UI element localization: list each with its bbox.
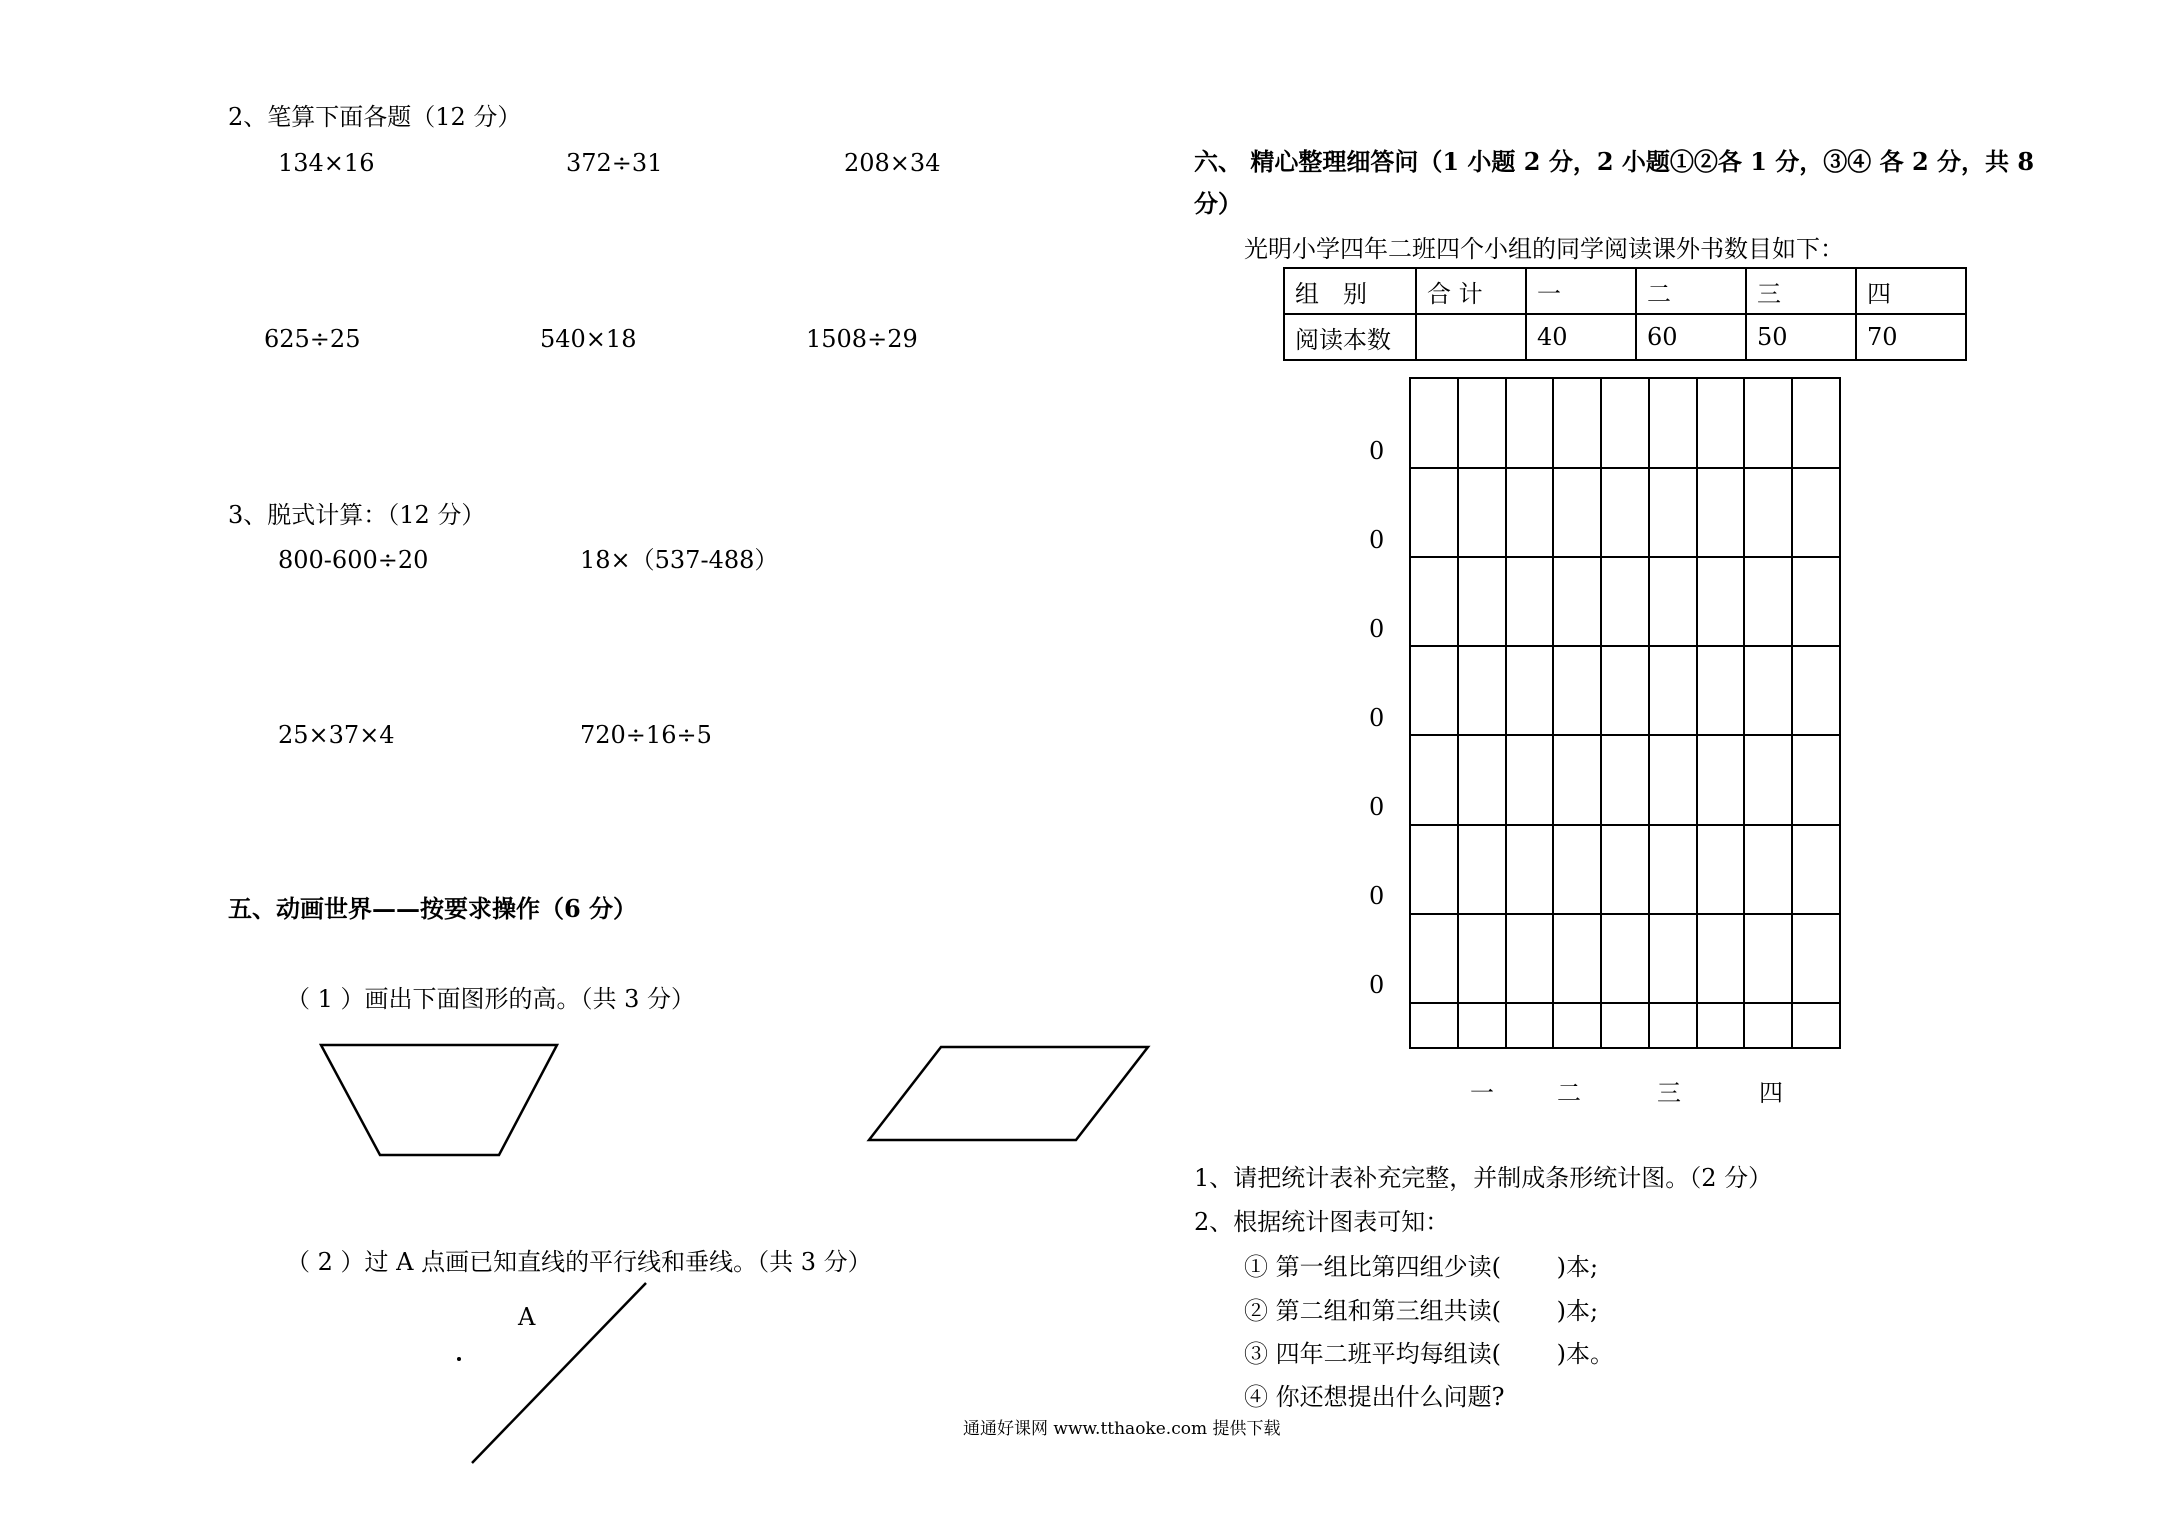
table-cell: 70 (1856, 314, 1966, 360)
point-a-label: A (518, 1303, 536, 1331)
q3-problem-2: 18×（537-488） (580, 546, 779, 574)
footer-text: 通通好课网 www.tthaoke.com 提供下载 (963, 1419, 1281, 1439)
table-cell: 50 (1746, 314, 1856, 360)
q3-problem-3: 25×37×4 (278, 721, 395, 749)
y-axis-label: 0 (1369, 882, 1385, 910)
y-axis-label: 0 (1369, 615, 1385, 643)
section6-sub-2: ② 第二组和第三组共读( )本; (1244, 1297, 1599, 1325)
parallelogram-shape (869, 1047, 1148, 1140)
x-axis-label: 一 (1470, 1079, 1494, 1107)
trapezoid-shape (321, 1045, 557, 1155)
section5-title: 五、动画世界——按要求操作（6 分） (228, 894, 638, 923)
given-line (472, 1283, 646, 1463)
q3-problem-4: 720÷16÷5 (580, 721, 712, 749)
table-cell: 组 别 (1284, 268, 1416, 314)
bar-chart-grid (1410, 378, 1840, 1048)
section6-intro: 光明小学四年二班四个小组的同学阅读课外书数目如下： (1244, 235, 1844, 263)
table-cell: 40 (1526, 314, 1636, 360)
reading-table (1283, 267, 1967, 361)
q2-problem-1: 134×16 (278, 149, 375, 177)
section6-sub-4: ④ 你还想提出什么问题? (1244, 1383, 1505, 1411)
table-cell: 三 (1746, 268, 1856, 314)
section6-q2: 2、根据统计图表可知： (1194, 1208, 1450, 1236)
q2-problem-2: 372÷31 (566, 149, 663, 177)
section6-sub-1: ① 第一组比第四组少读( )本; (1244, 1253, 1599, 1281)
section6-sub-3: ③ 四年二班平均每组读( )本。 (1244, 1340, 1614, 1368)
table-cell: 阅读本数 (1284, 314, 1416, 360)
section6-title-line1: 六、 精心整理细答问（1 小题 2 分，2 小题①②各 1 分，③④ 各 2 分，共 8 (1194, 147, 2035, 176)
q2-problem-6: 1508÷29 (806, 325, 918, 353)
table-row (1284, 314, 1966, 360)
section6-title-line2: 分） (1194, 189, 1242, 218)
table-cell: 合 计 (1416, 268, 1526, 314)
q3-title: 3、脱式计算：（12 分） (228, 501, 486, 529)
x-axis-label: 三 (1657, 1079, 1681, 1107)
section5-part2: （ 2 ）过 A 点画已知直线的平行线和垂线。（共 3 分） (286, 1248, 872, 1276)
x-axis-label: 二 (1557, 1079, 1581, 1107)
table-cell (1416, 314, 1526, 360)
table-cell: 一 (1526, 268, 1636, 314)
table-cell: 60 (1636, 314, 1746, 360)
x-axis-label: 四 (1759, 1079, 1783, 1107)
section5-part1: （ 1 ）画出下面图形的高。（共 3 分） (286, 985, 696, 1013)
y-axis-label: 0 (1369, 526, 1385, 554)
table-cell: 二 (1636, 268, 1746, 314)
y-axis-label: 0 (1369, 971, 1385, 999)
q2-problem-4: 625÷25 (264, 325, 361, 353)
section6-q1: 1、请把统计表补充完整，并制成条形统计图。（2 分） (1194, 1164, 1773, 1192)
q2-title: 2、笔算下面各题（12 分） (228, 103, 522, 131)
y-axis-label: 0 (1369, 704, 1385, 732)
y-axis-label: 0 (1369, 437, 1385, 465)
q2-problem-5: 540×18 (540, 325, 637, 353)
y-axis-label: 0 (1369, 793, 1385, 821)
q3-problem-1: 800-600÷20 (278, 546, 429, 574)
point-a-dot (457, 1357, 461, 1361)
table-header-row (1284, 268, 1966, 314)
table-cell: 四 (1856, 268, 1966, 314)
q2-problem-3: 208×34 (844, 149, 941, 177)
